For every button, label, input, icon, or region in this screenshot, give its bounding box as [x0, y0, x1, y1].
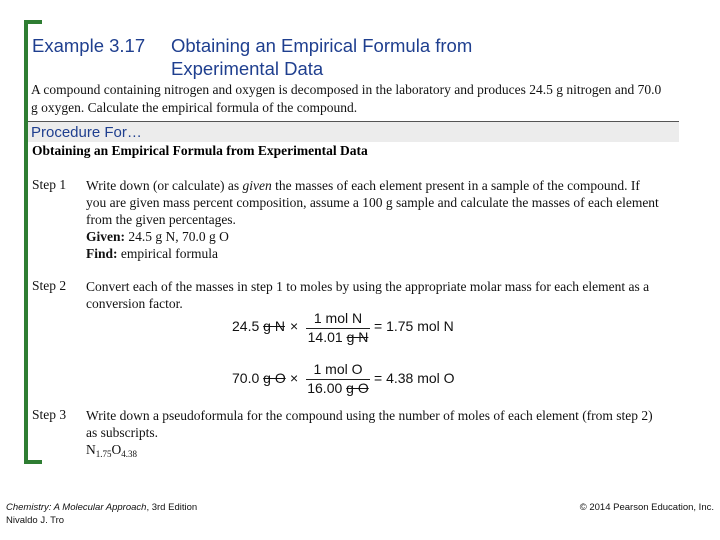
equation-1-denominator: [306, 329, 370, 345]
example-title-line2: Experimental Data: [171, 58, 324, 79]
equation-2-times: ×: [290, 370, 299, 386]
pseudoformula-o-subscript: 4.38: [121, 449, 137, 459]
given-label: Given:: [86, 229, 125, 244]
equation-2-denominator: [306, 380, 370, 396]
footer-book: [6, 501, 197, 514]
equation-2-given-mass: [232, 370, 286, 386]
procedure-subtitle: Obtaining an Empirical Formula from Experimental Data: [32, 143, 368, 158]
equation-1-mass-number: 24.5: [232, 318, 260, 334]
equation-2-mass-number: 70.0: [232, 370, 260, 386]
equation-1-given-mass: [232, 318, 285, 334]
pseudoformula-n: N: [86, 442, 96, 457]
footer-copyright: © 2014 Pearson Education, Inc.: [579, 502, 714, 513]
pseudoformula-o: O: [111, 442, 122, 457]
equation-1-denominator-unit: g N: [346, 329, 369, 345]
equation-2-result: = 4.38 mol O: [374, 370, 455, 386]
footer-book-title: Chemistry: A Molecular Approach: [6, 502, 147, 513]
step-1-text-before: Write down (or calculate) as: [86, 178, 243, 193]
equation-1-times: ×: [290, 318, 299, 334]
step-1-text: [86, 177, 661, 228]
equation-2-denominator-number: 16.00: [307, 380, 343, 396]
step-3-text: Write down a pseudoformula for the compound using the number of moles of each element (from step 2) as subscripts.: [86, 408, 653, 440]
step-1-text-italic: given: [242, 178, 272, 193]
step-3-label: Step 3: [32, 407, 67, 422]
equation-1-denominator-number: 14.01: [307, 329, 343, 345]
step-1-text-after: the masses of each element present in a sample of the compound. If you are given mass percent composition, assume a 100 g sample and calculate the masses of each element from the given percentages.: [86, 178, 659, 227]
equation-1-mass-unit: g N: [263, 318, 285, 334]
procedure-title: Procedure For…: [31, 124, 142, 141]
find-label: Find:: [86, 246, 118, 261]
equation-2-denominator-unit: g O: [346, 380, 369, 396]
equation-1-result: = 1.75 mol N: [374, 318, 454, 334]
footer-book-edition: , 3rd Edition: [146, 502, 198, 513]
equation-2-numerator: 1 mol O: [313, 361, 363, 377]
step-3-body: [86, 407, 661, 463]
find-value: empirical formula: [117, 246, 218, 261]
step-2-text: Convert each of the masses in step 1 to moles by using the appropriate molar mass for each element as a conversion factor.: [86, 279, 650, 311]
equation-1-numerator: 1 mol N: [313, 310, 363, 326]
example-title-line1: Obtaining an Empirical Formula from: [171, 35, 473, 56]
equation-2-mass-unit: g O: [263, 370, 286, 386]
step-1-label: Step 1: [32, 177, 67, 192]
pseudoformula: [86, 441, 661, 463]
step-1-find: [86, 245, 661, 262]
example-title: [171, 34, 551, 80]
pseudoformula-n-subscript: 1.75: [95, 449, 112, 459]
problem-statement: A compound containing nitrogen and oxygen is decomposed in the laboratory and produces 24.5 g nitrogen and 70.0 g oxygen. Calculate the empirical formula of the compound.: [31, 82, 662, 115]
step-1-given: [86, 228, 661, 245]
step-1-body: [86, 177, 661, 262]
given-value: 24.5 g N, 70.0 g O: [125, 229, 229, 244]
example-number: Example 3.17: [32, 35, 146, 56]
footer-author: Nivaldo J. Tro: [6, 515, 65, 526]
step-2-label: Step 2: [32, 278, 67, 293]
footer-citation: [6, 501, 197, 527]
